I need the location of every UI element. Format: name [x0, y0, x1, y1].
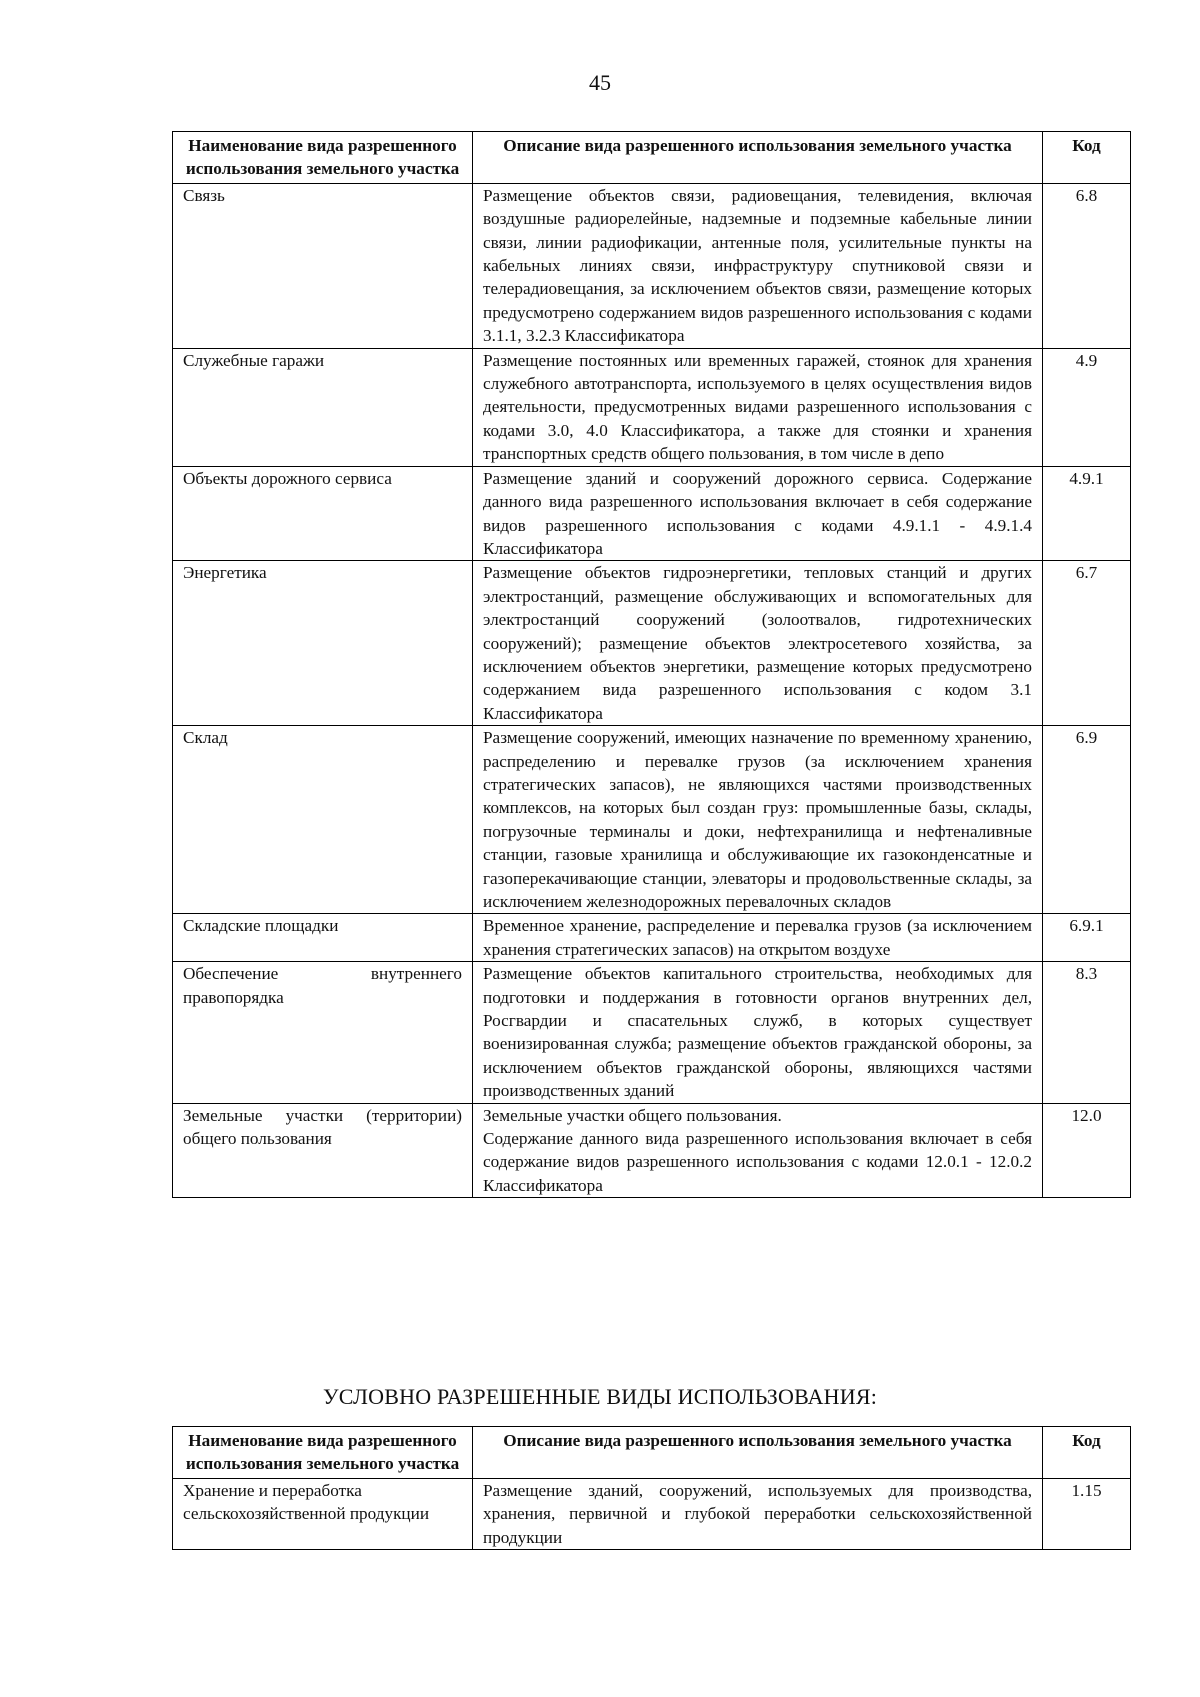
row-code: 4.9	[1043, 348, 1131, 466]
header-description: Описание вида разрешенного использования земельного участка	[473, 1427, 1043, 1479]
page-number: 45	[589, 70, 611, 95]
row-name: Объекты дорожного сервиса	[173, 466, 473, 561]
table-header-row	[173, 132, 1131, 184]
header-code: Код	[1043, 1427, 1131, 1479]
table-row	[173, 183, 1131, 348]
row-name: Земельные участки (территории) общего пользования	[173, 1103, 473, 1198]
table-row	[173, 1478, 1131, 1549]
header-description: Описание вида разрешенного использования земельного участка	[473, 132, 1043, 184]
row-description: Размещение объектов гидроэнергетики, тепловых станций и других электростанций, размещение обслуживающих и вспомогательных для электростанций сооружений (золоотвалов, гидротехнических сооружений); размещение объектов электросетевого хозяйства, за исключением объектов энергетики, размещение которых предусмотрено содержанием вида разрешенного использования с кодом 3.1 Классификатора	[473, 561, 1043, 726]
row-description: Размещение зданий и сооружений дорожного сервиса. Содержание данного вида разрешенного использования включает в себя содержание видов разрешенного использования с кодами 4.9.1.1 - 4.9.1.4 Классификатора	[473, 466, 1043, 561]
row-description-line: Земельные участки общего пользования.	[483, 1105, 782, 1125]
row-code: 8.3	[1043, 962, 1131, 1103]
row-code: 4.9.1	[1043, 466, 1131, 561]
table-row	[173, 726, 1131, 914]
header-name: Наименование вида разрешенного использования земельного участка	[173, 1427, 473, 1479]
row-description: Размещение объектов капитального строительства, необходимых для подготовки и поддержания в готовности органов внутренних дел, Росгвардии и спасательных служб, в которых существует военизированная служба; размещение объектов гражданской обороны, за исключением объектов гражданской обороны, являющихся частями производственных зданий	[473, 962, 1043, 1103]
row-code: 12.0	[1043, 1103, 1131, 1198]
row-description: Временное хранение, распределение и перевалка грузов (за исключением хранения стратегических запасов) на открытом воздухе	[473, 914, 1043, 962]
row-name: Служебные гаражи	[173, 348, 473, 466]
row-name: Связь	[173, 183, 473, 348]
row-name: Энергетика	[173, 561, 473, 726]
header-code: Код	[1043, 132, 1131, 184]
table-row	[173, 348, 1131, 466]
row-name: Складские площадки	[173, 914, 473, 962]
row-code: 6.9	[1043, 726, 1131, 914]
row-description-line: Содержание данного вида разрешенного использования включает в себя содержание видов разрешенного использования с кодами 12.0.1 - 12.0.2 Классификатора	[483, 1129, 1032, 1195]
section-heading: УСЛОВНО РАЗРЕШЕННЫЕ ВИДЫ ИСПОЛЬЗОВАНИЯ:	[322, 1384, 878, 1409]
row-code: 6.7	[1043, 561, 1131, 726]
row-name: Склад	[173, 726, 473, 914]
row-description: Размещение зданий, сооружений, используемых для производства, хранения, первичной и глубокой переработки сельскохозяйственной продукции	[473, 1478, 1043, 1549]
table-row	[173, 1103, 1131, 1198]
row-code: 6.8	[1043, 183, 1131, 348]
row-description: Размещение объектов связи, радиовещания, телевидения, включая воздушные радиорелейные, надземные и подземные кабельные линии связи, линии радиофикации, антенные поля, усилительные пункты на кабельных линиях связи, инфраструктуру спутниковой связи и телерадиовещания, за исключением объектов связи, размещение которых предусмотрено содержанием видов разрешенного использования с кодами 3.1.1, 3.2.3 Классификатора	[473, 183, 1043, 348]
row-description	[473, 1103, 1043, 1198]
permitted-uses-table	[172, 131, 1131, 1198]
conditional-uses-table	[172, 1426, 1131, 1550]
table-row	[173, 962, 1131, 1103]
row-name: Обеспечение внутреннего правопорядка	[173, 962, 473, 1103]
row-code: 6.9.1	[1043, 914, 1131, 962]
row-code: 1.15	[1043, 1478, 1131, 1549]
row-description: Размещение сооружений, имеющих назначение по временному хранению, распределению и перевалке грузов (за исключением хранения стратегических запасов), не являющихся частями производственных комплексов, на которых был создан груз: промышленные базы, склады, погрузочные терминалы и доки, нефтехранилища и нефтеналивные станции, газовые хранилища и обслуживающие их газоконденсатные и газоперекачивающие станции, элеваторы и продовольственные склады, за исключением железнодорожных перевалочных складов	[473, 726, 1043, 914]
table-row	[173, 914, 1131, 962]
table-row	[173, 561, 1131, 726]
row-description: Размещение постоянных или временных гаражей, стоянок для хранения служебного автотранспорта, используемого в целях осуществления видов деятельности, предусмотренных видами разрешенного использования с кодами 3.0, 4.0 Классификатора, а также для стоянки и хранения транспортных средств общего пользования, в том числе в депо	[473, 348, 1043, 466]
header-name: Наименование вида разрешенного использования земельного участка	[173, 132, 473, 184]
row-name: Хранение и переработка сельскохозяйственной продукции	[173, 1478, 473, 1549]
table-row	[173, 466, 1131, 561]
table-header-row	[173, 1427, 1131, 1479]
